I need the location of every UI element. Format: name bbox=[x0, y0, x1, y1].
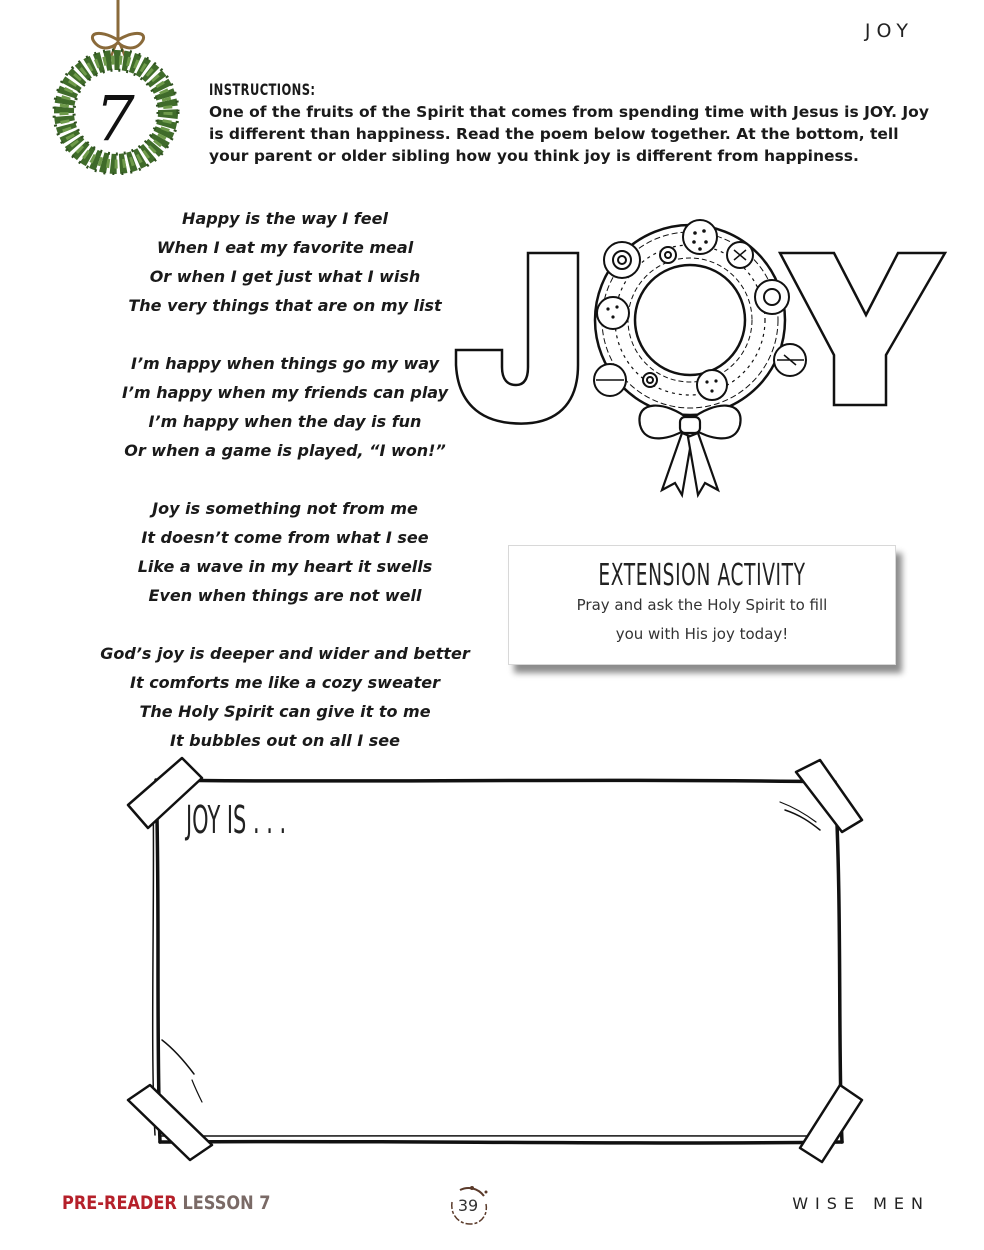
poem-stanza bbox=[100, 639, 470, 755]
poem-line: The Holy Spirit can give it to me bbox=[139, 702, 431, 721]
extension-activity-card bbox=[508, 545, 896, 665]
joy-is-label: JOY IS . . . bbox=[186, 798, 287, 842]
poem-line: Joy is something not from me bbox=[152, 499, 418, 518]
extension-title: EXTENSION ACTIVITY bbox=[598, 558, 806, 593]
page-number: 39 bbox=[457, 1196, 479, 1215]
instructions-block bbox=[209, 80, 929, 167]
poem-line: God’s joy is deeper and wider and better bbox=[100, 644, 470, 663]
footer-series: WISE MEN bbox=[792, 1194, 930, 1213]
badge-number: 7 bbox=[95, 82, 135, 155]
extension-line: you with His joy today! bbox=[615, 625, 789, 643]
poem-line: Even when things are not well bbox=[148, 586, 422, 605]
footer-lesson bbox=[62, 1192, 270, 1214]
poem-line: It comforts me like a cozy sweater bbox=[130, 673, 440, 692]
poem-line: Or when I get just what I wish bbox=[149, 267, 421, 286]
poem-line: Happy is the way I feel bbox=[182, 209, 388, 228]
poem-line: When I eat my favorite meal bbox=[156, 238, 414, 257]
poem bbox=[100, 204, 470, 755]
extension-body bbox=[509, 591, 895, 649]
wreath-badge-icon bbox=[38, 0, 198, 175]
poem-stanza bbox=[100, 204, 470, 320]
joy-wreath-coloring-art bbox=[450, 205, 950, 500]
footer-lesson-number: LESSON 7 bbox=[182, 1192, 271, 1214]
instructions-body: One of the fruits of the Spirit that comes from spending time with Jesus is JOY. Joy is different than happiness. Read the poem below together. At the bottom, tell your parent or older sibling how you think joy is different from happiness. bbox=[209, 103, 929, 165]
poem-line: The very things that are on my list bbox=[128, 296, 442, 315]
poem-line: I’m happy when my friends can play bbox=[121, 383, 449, 402]
poem-stanza bbox=[100, 349, 470, 465]
header-topic: JOY bbox=[864, 20, 914, 42]
poem-line: Like a wave in my heart it swells bbox=[137, 557, 433, 576]
poem-line: Or when a game is played, “I won!” bbox=[124, 441, 446, 460]
poem-line: It doesn’t come from what I see bbox=[141, 528, 429, 547]
poem-line: I’m happy when things go my way bbox=[130, 354, 439, 373]
poem-line: It bubbles out on all I see bbox=[170, 731, 400, 750]
instructions-title: INSTRUCTIONS: bbox=[209, 80, 316, 99]
extension-line: Pray and ask the Holy Spirit to fill bbox=[576, 596, 828, 614]
footer-level: PRE-READER bbox=[62, 1192, 177, 1214]
poem-stanza bbox=[100, 494, 470, 610]
poem-line: I’m happy when the day is fun bbox=[148, 412, 422, 431]
